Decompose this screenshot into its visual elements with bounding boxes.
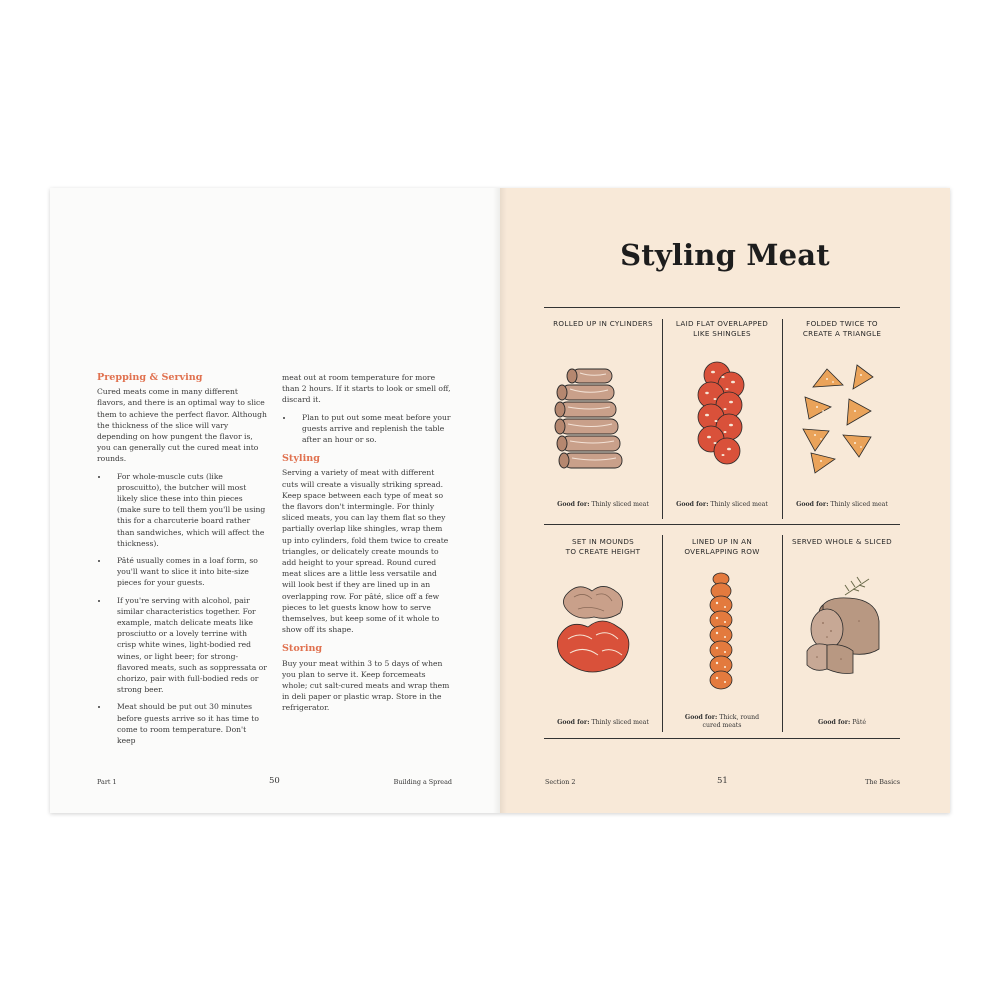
cell-label-line: ROLLED UP IN CYLINDERS (553, 319, 653, 328)
good-for-label: Good for: (557, 501, 590, 508)
good-for-label: Good for: (557, 719, 590, 726)
book-spread (50, 188, 950, 813)
style-cell-shingles (663, 307, 781, 519)
left-page (50, 188, 500, 813)
good-for-value: Pâté (852, 719, 867, 726)
bullet-item: • If you're serving with alcohol, pair similar characteristics together. For example, match delicate meats like prosciutto or a lovely terrine with crisp white wines, light-bodied red wines, or light beer; for strong-flavored meats, such as soppressata or chorizo, pair with full-bodied reds or strong beer. (109, 595, 267, 696)
rolled-cylinders-illustration (548, 347, 658, 487)
good-for-note (663, 501, 781, 509)
page-number-left: 50 (269, 776, 280, 786)
cell-label-line: SET IN MOUNDS (571, 537, 635, 546)
good-for-note (783, 719, 901, 727)
page-number-right: 51 (717, 776, 728, 786)
good-for-value: cured meats (702, 722, 742, 729)
bullet-item: • Meat should be put out 30 minutes before guests arrive so it has time to come to room temperature. Don't keep (109, 701, 267, 746)
good-for-note (544, 501, 662, 509)
good-for-value: Thinly sliced meat (710, 501, 768, 508)
good-for-label: Good for: (676, 501, 709, 508)
style-cell-triangles (783, 307, 901, 519)
page-title: Styling Meat (620, 238, 830, 272)
footer-section-label: Section 2 (545, 778, 576, 786)
cell-label (544, 537, 662, 557)
style-cell-mounds (544, 525, 662, 737)
prepping-bullet-list (97, 471, 267, 747)
cell-label-line: CREATE A TRIANGLE (802, 329, 882, 338)
bullet-item: • Plan to put out some meat before your guests arrive and replenish the table after an hour or so. (294, 412, 452, 446)
good-for-label: Good for: (684, 714, 718, 721)
style-cell-rolled (544, 307, 662, 519)
prepping-serving-heading: Prepping & Serving (97, 372, 203, 383)
cell-label (663, 537, 781, 557)
triangles-illustration (787, 347, 897, 487)
bullet-item: • Pâté usually comes in a loaf form, so you'll want to slice it into bite-size pieces for your guests. (109, 555, 267, 589)
cell-label-line: LAID FLAT OVERLAPPED (675, 319, 769, 328)
bullet-item: • For whole-muscle cuts (like proscuitto), the butcher will most likely slice these into thin pieces (make sure to tell them you'll be using this for a charcuterie board rather than sandwiches, which will affect the thickness). (109, 471, 267, 549)
cell-label-line: TO CREATE HEIGHT (565, 547, 641, 556)
cell-label-line: LINED UP IN AN (691, 537, 752, 546)
footer-part-label: Part 1 (97, 778, 117, 786)
storing-heading: Storing (282, 643, 323, 655)
left-column-2 (282, 372, 452, 720)
style-cell-pate (783, 525, 901, 737)
good-for-value: Thinly sliced meat (591, 501, 649, 508)
grid-rule-bottom (544, 738, 900, 739)
left-column-1 (97, 372, 267, 752)
book-gutter (493, 188, 507, 813)
good-for-label: Good for: (796, 501, 829, 508)
shingles-illustration (667, 347, 777, 487)
footer-section-title-right: The Basics (865, 778, 900, 786)
styling-grid (544, 307, 900, 739)
good-for-value: Thinly sliced meat (591, 719, 649, 726)
good-for-value: Thick, round (719, 714, 760, 721)
pate-illustration (787, 565, 897, 705)
good-for-note (663, 714, 781, 730)
cell-label (783, 319, 901, 339)
cell-label-line: LIKE SHINGLES (693, 329, 751, 338)
styling-heading: Styling (282, 453, 320, 465)
mounds-illustration (548, 565, 658, 705)
footer-section-title-left: Building a Spread (393, 778, 452, 786)
overlapping-row-illustration (667, 565, 777, 705)
good-for-note (783, 501, 901, 509)
good-for-note (544, 719, 662, 727)
styling-text: Serving a variety of meat with different cuts will create a visually striking spread. Keep space between each type of meat so the flavors don't intermingle. For thinly sliced meats, you can lay them flat so they partially overlap like shingles, wrap them up into cylinders, fold them twice to create triangles, or delicately create mounds to add height to your spread. Round cured meat slices are a little less versatile and will look best if they are lined up in an overlapping row. For pâté, slice off a few pieces to let guests know how to serve themselves, but keep some of it whole to show off its shape. (282, 468, 449, 635)
cell-label (783, 537, 901, 547)
cell-label-line: FOLDED TWICE TO (806, 319, 878, 328)
cell-label-line: SERVED WHOLE & SLICED (792, 537, 892, 546)
good-for-label: Good for: (817, 719, 851, 726)
prepping-intro-text: Cured meats come in many different flavors, and there is an optimal way to slice them to achieve the perfect flavor. Although the thickness of the slice will vary depending on how pungent the flavor is, you can generally cut the cured meat into rounds. (97, 387, 267, 464)
right-page (500, 188, 950, 813)
style-cell-overlapping-row (663, 525, 781, 737)
continued-text: meat out at room temperature for more than 2 hours. If it starts to look or smell off, discard it. (282, 373, 451, 405)
cell-label (663, 319, 781, 339)
good-for-value: Thinly sliced meat (830, 501, 888, 508)
storing-text: Buy your meat within 3 to 5 days of when you plan to serve it. Keep forcemeats whole; cut salt-cured meats and wrap them in deli paper or plastic wrap. Store in the refrigerator. (282, 658, 450, 713)
cell-label (544, 319, 662, 329)
col2-bullet-list (282, 412, 452, 446)
cell-label-line: OVERLAPPING ROW (684, 547, 760, 556)
